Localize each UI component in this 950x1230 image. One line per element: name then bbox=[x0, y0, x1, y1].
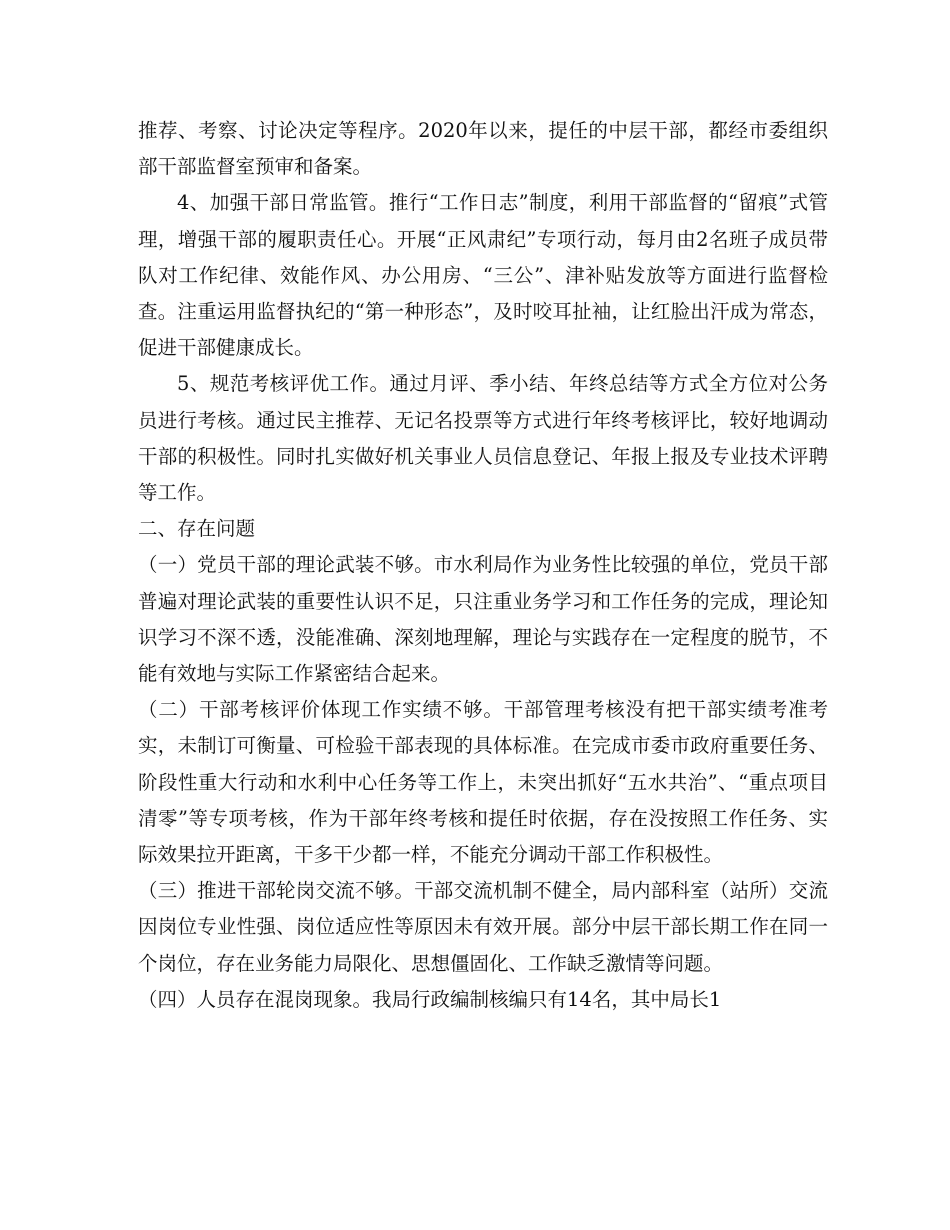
issue-paragraph-4: （四）人员存在混岗现象。我局行政编制核编只有14名，其中局长1 bbox=[138, 987, 722, 1011]
issue-paragraph-1: （一）党员干部的理论武装不够。市水利局作为业务性比较强的单位，党员干部普遍对理论武装的重要性认识不足，只注重业务学习和工作任务的完成，理论知识学习不深不透，没能准确、深刻地理解，理论与实践存在一定程度的脱节，不能有效地与实际工作紧密结合起来。 bbox=[138, 553, 828, 686]
issue-paragraph-2: （二）干部考核评价体现工作实绩不够。干部管理考核没有把干部实绩考准考实，未制订可衡量、可检验干部表现的具体标准。在完成市委市政府重要任务、阶段性重大行动和水利中心任务等工作上，未突出抓好“五水共治”、“重点项目清零”等专项考核，作为干部年终考核和提任时依据，存在没按照工作任务、实际效果拉开距离，干多干少都一样，不能充分调动干部工作积极性。 bbox=[138, 698, 828, 867]
paragraph-continuation: 推荐、考察、讨论决定等程序。2020年以来，提任的中层干部，都经市委组织部干部监督室预审和备案。 bbox=[138, 119, 828, 179]
paragraph-item-5: 5、规范考核评优工作。通过月评、季小结、年终总结等方式全方位对公务员进行考核。通过民主推荐、无记名投票等方式进行年终考核评比，较好地调动干部的积极性。同时扎实做好机关事业人员信息登记、年报上报及专业技术评聘等工作。 bbox=[138, 372, 828, 505]
issue-paragraph-3: （三）推进干部轮岗交流不够。干部交流机制不健全，局内部科室（站所）交流因岗位专业性强、岗位适应性等原因未有效开展。部分中层干部长期工作在同一个岗位，存在业务能力局限化、思想僵固化、工作缺乏激情等问题。 bbox=[138, 879, 828, 975]
document-body bbox=[138, 113, 828, 1018]
section-heading: 二、存在问题 bbox=[138, 517, 256, 541]
paragraph-item-4: 4、加强干部日常监管。推行“工作日志”制度，利用干部监督的“留痕”式管理，增强干部的履职责任心。开展“正风肃纪”专项行动，每月由2名班子成员带队对工作纪律、效能作风、办公用房、“三公”、津补贴发放等方面进行监督检查。注重运用监督执纪的“第一种形态”，及时咬耳扯袖，让红脸出汗成为常态，促进干部健康成长。 bbox=[138, 191, 828, 360]
